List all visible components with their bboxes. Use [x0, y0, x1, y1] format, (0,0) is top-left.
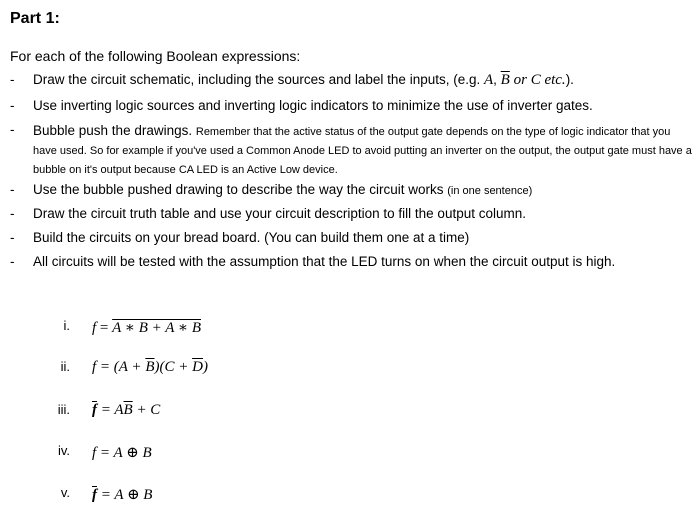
intro-text: For each of the following Boolean expressions: [10, 48, 301, 64]
math-overline-term: A ∗ B + A ∗ B [112, 320, 201, 336]
math-b-bar: $\overline{B}$ [123, 402, 133, 418]
math-xor: = A ⊕ B [97, 487, 153, 503]
math-var-c: C [530, 72, 541, 88]
bullet-dash: - [10, 72, 15, 87]
expression-number: v. [60, 485, 70, 500]
bullet-lead: Bubble push the drawings. [33, 123, 193, 138]
expression-iii [0, 402, 700, 422]
math-comma: , [493, 72, 501, 87]
expression-iv [0, 443, 700, 463]
math-lhs: f = (A + [92, 359, 146, 375]
bullet-dash: - [10, 98, 15, 113]
bullet-text: Use inverting logic sources and inverting logic indicators to minimize the use of inverter gates. [33, 98, 593, 113]
bullet-dash: - [10, 254, 15, 269]
bullet-text: Build the circuits on your bread board. (You can build them one at a time) [33, 230, 470, 245]
bullet-text: All circuits will be tested with the assumption that the LED turns on when the circuit output is high. [33, 254, 616, 269]
bullet-dash: - [10, 122, 15, 137]
part-title: Part 1: [10, 10, 60, 27]
bullet-text: Draw the circuit schematic, including the sources and label the inputs, (e.g. [33, 72, 484, 87]
bullet-lead: Use the bubble pushed drawing to describe the way the circuit works [33, 182, 444, 197]
expression-ii [0, 359, 700, 379]
math-etc: etc. [540, 72, 566, 88]
math-f: f [92, 320, 97, 336]
bullet-note: (in one sentence) [447, 185, 533, 197]
math-xor: f = A ⊕ B [92, 445, 152, 461]
math-or: or [509, 72, 531, 88]
bullet-text-end: ). [565, 72, 574, 87]
math-end: + C [132, 402, 161, 418]
math-f-bar: $\overline{f}$ [92, 487, 97, 503]
math-b-bar: $\overline{B}$ [145, 359, 155, 375]
expression-number: i. [63, 318, 70, 333]
math-eq-a: = A [97, 402, 124, 418]
math-d-bar: $\overline{D}$ [192, 359, 203, 375]
expression-v [0, 485, 700, 505]
bullet-dash: - [10, 230, 15, 245]
math-equals: = [96, 320, 113, 336]
bullet-dash: - [10, 206, 15, 221]
math-end: ) [202, 359, 208, 375]
math-var-a: A [483, 72, 494, 88]
expression-i [0, 318, 700, 338]
bullet-dash: - [10, 182, 15, 197]
math-f-bar: $\overline{f}$ [92, 402, 97, 418]
expression-number: iii. [57, 402, 70, 417]
math-var-b-bar: $\overline{B}$ [500, 72, 510, 88]
bullet-text: Draw the circuit truth table and use your circuit description to fill the output column. [33, 206, 526, 221]
bullet-note: Remember that the active status of the output gate depends on the type of logic indicator that you have used. So for example if you've used a Common Anode LED to avoid putting an inverter on the output, the output gate must have a bubble on it's output because CA LED is an Active Low device. [33, 126, 692, 176]
expression-number: ii. [60, 359, 70, 374]
expression-number: iv. [57, 443, 70, 458]
math-mid: )(C + [154, 359, 193, 375]
